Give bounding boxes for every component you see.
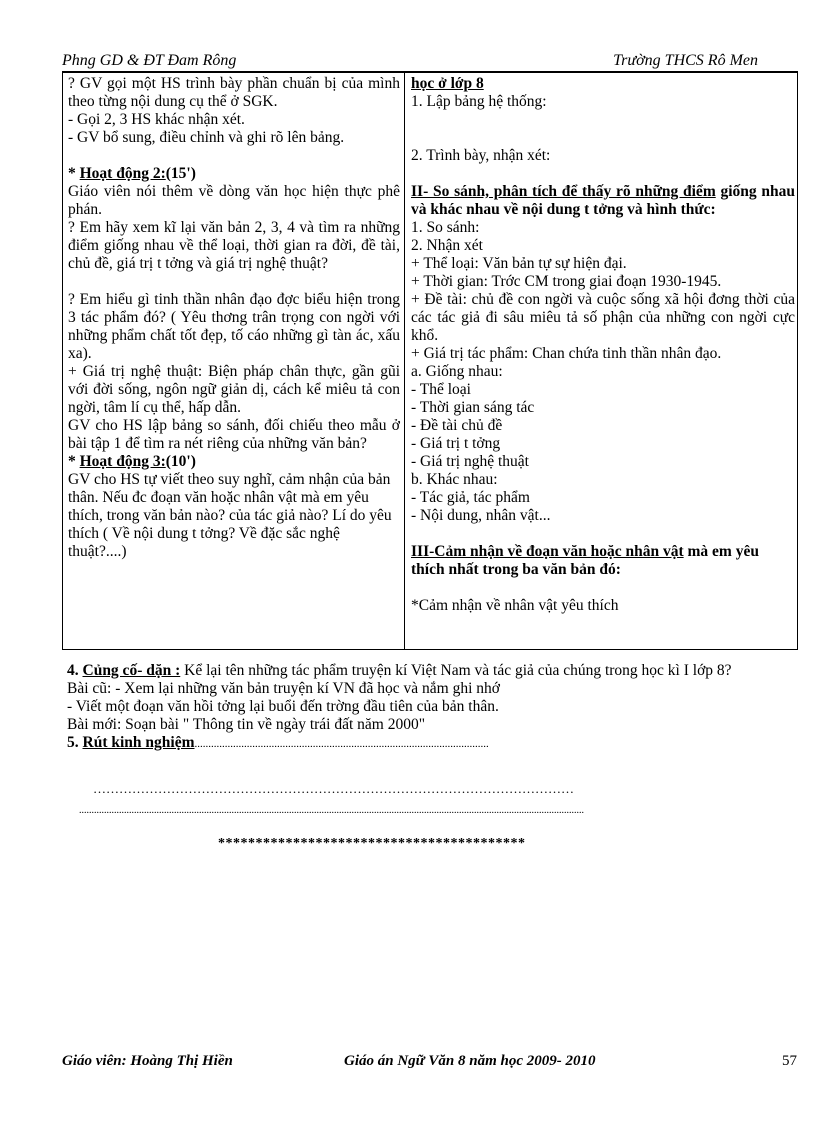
list-item: - Thời gian sáng tác — [411, 399, 535, 416]
paragraph: 2. Nhận xét — [411, 237, 483, 254]
list-item: - Giá trị nghệ thuật — [411, 453, 529, 470]
paragraph: Bài cũ: - Xem lại những văn bản truyện kí VN đã học và nắm ghi nhớ — [67, 680, 500, 697]
teacher-activity-column — [68, 75, 400, 561]
paragraph: + Thể loại: Văn bản tự sự hiện đại. — [411, 255, 627, 272]
dotted-line: .......................................................................................................................................................................................................... — [79, 805, 584, 816]
paragraph: 2. Trình bày, nhận xét: — [411, 147, 551, 164]
paragraph: + Thời gian: Trớc CM trong giai đoạn 1930-1945. — [411, 273, 722, 290]
paragraph: - Gọi 2, 3 HS khác nhận xét. — [68, 111, 245, 128]
paragraph: *Cảm nhận về nhân vật yêu thích — [411, 597, 619, 614]
header-school-name: Trường THCS Rô Men — [613, 52, 758, 69]
dotted-line: ………………………………………………………………………………………………… — [93, 781, 574, 796]
header-school-office: Phng GD & ĐT Đam Rông — [62, 52, 237, 69]
section-5-heading: 5. Rút kinh nghiệm........................................................................................................... — [67, 734, 489, 751]
paragraph: b. Khác nhau: — [411, 471, 498, 488]
paragraph: Giáo viên nói thêm về dòng văn học hiện thực phê phán. — [68, 183, 400, 218]
activity-3-heading: * Hoạt động 3:(10') — [68, 453, 196, 470]
paragraph: GV cho HS tự viết theo suy nghĩ, cảm nhận của bản thân. Nếu đc đoạn văn hoặc nhân vật mà em yêu thích, trong văn bản nào? của tác giả nào? Lí do yêu thích ( Về nội dung t tởng? Về đặc sắc nghệ thuật?....) — [68, 471, 392, 560]
section-2-heading: II- So sánh, phân tích để thấy rõ những điểm giống nhau và khác nhau về nội dung t tởng và hình thức: — [411, 183, 795, 218]
paragraph: + Đề tài: chủ đề con ngời và cuộc sống xã hội đơng thời của các tác giả đi sâu miêu tả số phận của những con ngời cực khổ. — [411, 291, 795, 344]
column-divider — [404, 73, 405, 649]
paragraph: học ở lớp 8 — [411, 75, 484, 92]
list-item: - Thể loại — [411, 381, 471, 398]
paragraph: 1. So sánh: — [411, 219, 480, 236]
paragraph: 1. Lập bảng hệ thống: — [411, 93, 547, 110]
footer-lesson-plan: Giáo án Ngữ Văn 8 năm học 2009- 2010 — [344, 1053, 596, 1069]
list-item: - Đề tài chủ đề — [411, 417, 503, 434]
paragraph: GV cho HS lập bảng so sánh, đối chiếu theo mẫu ở bài tập 1 để tìm ra nét riêng của những văn bản? — [68, 417, 400, 452]
lesson-table — [62, 72, 798, 650]
activity-2-heading: * Hoạt động 2:(15') — [68, 165, 196, 182]
paragraph: ? GV gọi một HS trình bày phần chuẩn bị của mình theo từng nội dung cụ thể ở SGK. — [68, 75, 400, 110]
paragraph: + Giá trị nghệ thuật: Biện pháp chân thực, gần gũi với đời sống, ngôn ngữ giản dị, cách kể miêu tả con ngời, tâm lí cụ thể, hấp dẫn. — [68, 363, 400, 416]
paragraph: ? Em hãy xem kĩ lại văn bản 2, 3, 4 và tìm ra những điểm giống nhau về thể loại, thời gian ra đời, đề tài, chủ đề, giá trị t tởng và giá trị nghệ thuật? — [68, 219, 400, 272]
section-3-heading: III-Cảm nhận về đoạn văn hoặc nhân vật mà em yêu thích nhất trong ba văn bản đó: — [411, 543, 759, 578]
homework-section — [67, 662, 799, 816]
paragraph: a. Giống nhau: — [411, 363, 503, 380]
paragraph: - GV bổ sung, điều chỉnh và ghi rõ lên bảng. — [68, 129, 345, 146]
content-column — [411, 75, 795, 615]
list-item: - Giá trị t tởng — [411, 435, 501, 452]
page-number: 57 — [782, 1053, 797, 1069]
section-4-paragraph: 4. Củng cố- dặn : Kể lại tên những tác phẩm truyện kí Việt Nam và tác giả của chúng trong học kì I lớp 8? — [67, 662, 732, 679]
paragraph: ? Em hiểu gì tinh thần nhân đạo đợc biểu hiện trong 3 tác phẩm đó? ( Yêu thơng trân trọng con ngời với những phẩm chất tốt đẹp, tố cáo những gì tàn ác, xấu xa). — [68, 291, 400, 362]
paragraph: - Viết một đoạn văn hồi tởng lại buổi đến trờng đầu tiên của bản thân. — [67, 698, 499, 715]
paragraph: + Giá trị tác phẩm: Chan chứa tinh thần nhân đạo. — [411, 345, 722, 362]
divider-stars: ***************************************** — [218, 836, 526, 851]
footer-teacher: Giáo viên: Hoàng Thị Hiền — [62, 1053, 233, 1069]
paragraph: Bài mới: Soạn bài " Thông tin về ngày trái đất năm 2000" — [67, 716, 426, 733]
list-item: - Tác giả, tác phẩm — [411, 489, 530, 506]
list-item: - Nội dung, nhân vật... — [411, 507, 551, 524]
